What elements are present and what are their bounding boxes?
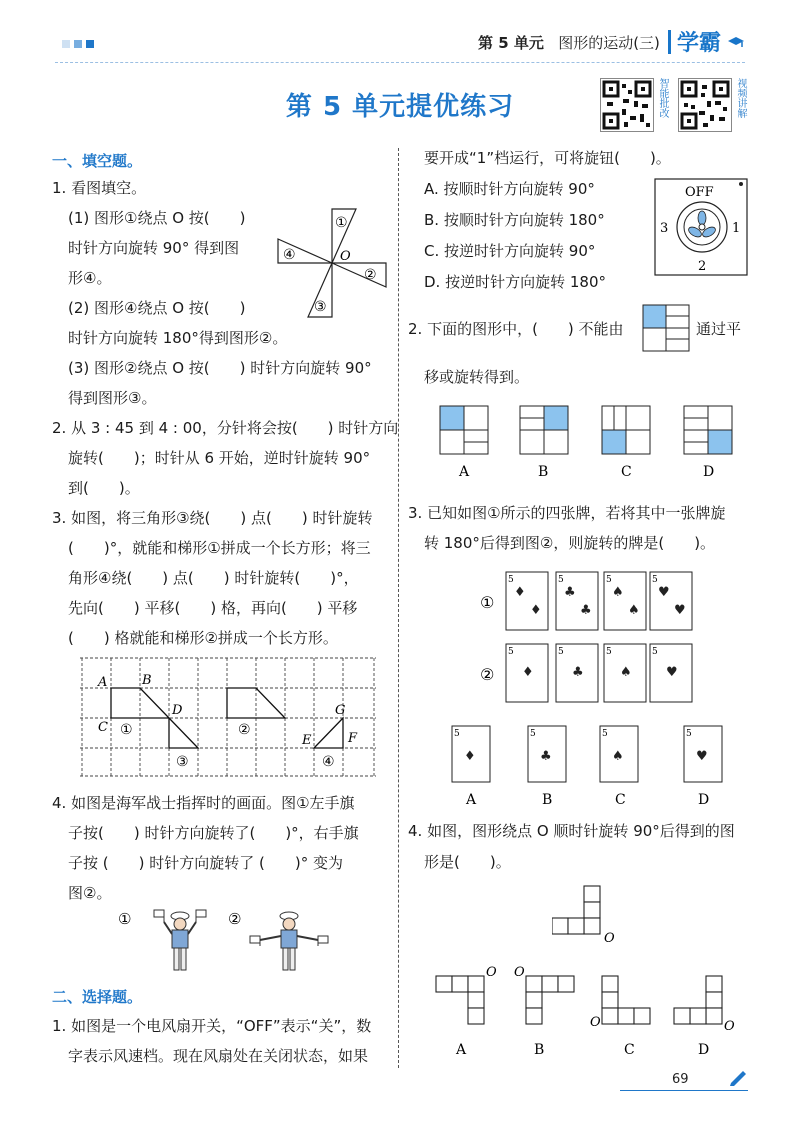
shape-2-label: ② xyxy=(364,267,377,283)
section-1-title xyxy=(52,150,142,171)
row-2-label: ② xyxy=(480,665,495,684)
q4-line: 图②。 xyxy=(68,884,112,902)
point-o-label: O xyxy=(340,249,351,264)
point-o-label: O xyxy=(604,931,615,944)
q1-line: (1) 图形①绕点 O 按( ) xyxy=(68,209,246,227)
qr-code-icon[interactable] xyxy=(678,78,732,132)
q2-option-b-shape[interactable] xyxy=(520,406,568,454)
page-title: 第 5 单元提优练习 xyxy=(285,92,515,122)
diamond-icon: ♦ xyxy=(530,603,542,618)
spade-icon: ♠ xyxy=(612,585,624,600)
card-rank: 5 xyxy=(606,575,612,585)
header-chapter: 图形的运动(三) xyxy=(558,34,660,52)
s2-q1-option-d[interactable]: D. 按逆时针方向旋转 180° xyxy=(424,273,606,291)
q3-option-d-label[interactable]: D xyxy=(698,792,710,808)
q1-line: (2) 图形④绕点 O 按( ) xyxy=(68,299,246,317)
section-1-title-text: 一、填空题。 xyxy=(52,152,143,170)
q3-line: ( ) 格就能和梯形②拼成一个长方形。 xyxy=(68,629,338,647)
s2-q3-line: 3. 已知如图①所示的四张牌，若将其中一张牌旋 xyxy=(408,504,726,522)
card-rank: 5 xyxy=(558,575,564,585)
page-number: 69 xyxy=(672,1072,689,1087)
q4-line: 子按( ) 时针方向旋转了( )°，右手旗 xyxy=(68,824,359,842)
q1-line: 形④。 xyxy=(68,269,112,287)
triangle-3 xyxy=(169,718,198,748)
q4-line: 4. 如图是海军战士指挥时的画面。图①左手旗 xyxy=(52,794,355,812)
brand-logo xyxy=(668,26,745,57)
label-g: G xyxy=(335,703,346,718)
q4-option-a-shape[interactable] xyxy=(436,976,484,1024)
s2-q1-option-b[interactable]: B. 按顺时针方向旋转 180° xyxy=(424,211,605,229)
q4-options-figure xyxy=(432,964,742,1060)
s2-q1-option-c[interactable]: C. 按逆时针方向旋转 90° xyxy=(424,242,596,260)
card-rank: 5 xyxy=(508,647,514,657)
section-2-title xyxy=(52,986,142,1007)
label-shape-2: ② xyxy=(238,722,251,738)
heart-icon: ♥ xyxy=(674,603,686,618)
header-decoration xyxy=(62,40,94,48)
q1-line: 时针方向旋转 90° 得到图 xyxy=(68,239,240,257)
label-shape-3: ③ xyxy=(176,754,189,770)
label-d: D xyxy=(172,703,183,718)
shape-3-label: ③ xyxy=(314,299,327,315)
card-rank: 5 xyxy=(602,729,608,739)
brand-text: 学霸 xyxy=(677,31,722,56)
club-icon: ♣ xyxy=(564,585,576,600)
sailor-2-icon xyxy=(250,912,328,970)
q3-option-a-label[interactable]: A xyxy=(466,792,477,808)
point-o-label: O xyxy=(486,965,497,980)
dial-label-2: 2 xyxy=(698,259,707,274)
club-icon: ♣ xyxy=(572,665,584,680)
q3-line: ( )°，就能和梯形①拼成一个长方形；将三 xyxy=(68,539,371,557)
card-rank: 5 xyxy=(530,729,536,739)
point-o-label: O xyxy=(724,1019,735,1034)
q1-line: 时针方向旋转 180°得到图形②。 xyxy=(68,329,288,347)
q3-line: 3. 如图，将三角形③绕( ) 点( ) 时针旋转 xyxy=(52,509,373,527)
diamond-icon: ♦ xyxy=(522,665,534,680)
label-a: A xyxy=(98,675,108,690)
card-rank: 5 xyxy=(558,647,564,657)
s2-q4-line: 4. 如图，图形绕点 O 顺时针旋转 90°后得到的图 xyxy=(408,822,735,840)
card-rank: 5 xyxy=(454,729,460,739)
sailor-1-icon xyxy=(154,910,206,970)
dial-label-1: 1 xyxy=(732,221,741,236)
q3-grid-figure xyxy=(80,656,380,778)
q2-option-c-shape[interactable] xyxy=(602,406,650,454)
q3-options-figure xyxy=(450,724,730,810)
shape-1-label: ① xyxy=(335,215,348,231)
point-o-label: O xyxy=(590,1015,601,1030)
row-1-label: ① xyxy=(480,593,495,612)
footer-rule xyxy=(620,1090,748,1091)
q4-line: 子按 ( ) 时针方向旋转了 ( )° 变为 xyxy=(68,854,343,872)
q3-cards-figure xyxy=(478,570,694,704)
spade-icon: ♠ xyxy=(628,603,640,618)
heart-icon: ♥ xyxy=(696,749,708,764)
q4-sailor-figure xyxy=(118,904,338,976)
dial-off-label: OFF xyxy=(685,185,714,200)
club-icon: ♣ xyxy=(580,603,592,618)
q4-option-a-label[interactable]: A xyxy=(456,1042,467,1058)
qr-block-2[interactable] xyxy=(678,78,746,132)
q2-line: 旋转( )；时针从 6 开始，逆时针旋转 90° xyxy=(68,449,371,467)
diamond-icon: ♦ xyxy=(514,585,526,600)
header-square xyxy=(74,40,82,48)
point-o-label: O xyxy=(514,965,525,980)
q4-original-shape xyxy=(552,884,622,944)
column-divider xyxy=(398,148,399,1068)
header-square xyxy=(62,40,70,48)
s2-q1-line: 字表示风速档。现在风扇处在关闭状态，如果 xyxy=(68,1047,369,1065)
spade-icon: ♠ xyxy=(612,749,624,764)
spade-icon: ♠ xyxy=(620,665,632,680)
s2-q1-option-a[interactable]: A. 按顺时针方向旋转 90° xyxy=(424,180,595,198)
heart-icon: ♥ xyxy=(658,585,670,600)
label-c: C xyxy=(98,720,108,735)
q3-line: 先向( ) 平移( ) 格，再向( ) 平移 xyxy=(68,599,358,617)
q2-option-d-label[interactable]: D xyxy=(703,464,715,480)
q4-option-b-shape[interactable] xyxy=(526,976,574,1024)
q4-option-d-label[interactable]: D xyxy=(698,1042,710,1058)
qr-block-1[interactable] xyxy=(600,78,668,132)
triangle-4 xyxy=(314,718,343,748)
q3-line: 角形④绕( ) 点( ) 时针旋转( )°， xyxy=(68,569,359,587)
s2-q4-line: 形是( )。 xyxy=(424,853,511,871)
s2-q2-line-tail: 通过平 xyxy=(696,320,742,338)
brand-bar xyxy=(668,30,671,54)
q1-line: (3) 图形②绕点 O 按( ) 时针方向旋转 90° xyxy=(68,359,372,377)
header-title xyxy=(478,32,660,53)
qr-label: 视频讲解 xyxy=(735,78,746,118)
q2-option-a-shape[interactable] xyxy=(440,406,488,454)
pencil-icon xyxy=(728,1068,748,1086)
card-rank: 5 xyxy=(686,729,692,739)
card-rank: 5 xyxy=(606,647,612,657)
qr-code-icon[interactable] xyxy=(600,78,654,132)
label-shape-1: ① xyxy=(120,722,133,738)
header-square xyxy=(86,40,94,48)
fan-switch-dial xyxy=(654,178,748,276)
club-icon: ♣ xyxy=(540,749,552,764)
q2-line: 到( )。 xyxy=(68,479,140,497)
label-f: F xyxy=(348,731,358,746)
s2-q2-line: 移或旋转得到。 xyxy=(424,368,530,386)
s2-q2-line: 2. 下面的图形中，( ) 不能由 xyxy=(408,320,624,338)
q2-option-c-label[interactable]: C xyxy=(621,464,632,480)
q2-option-a-label[interactable]: A xyxy=(459,464,470,480)
q2-reference-shape xyxy=(642,304,690,352)
mortarboard-icon xyxy=(727,35,745,49)
label-b: B xyxy=(142,673,152,688)
q3-option-c-label[interactable]: C xyxy=(615,792,626,808)
q2-option-b-label[interactable]: B xyxy=(538,464,549,480)
header-unit: 第 5 单元 xyxy=(478,34,544,52)
q2-options-figure xyxy=(438,404,738,486)
dial-label-3: 3 xyxy=(660,221,669,236)
section-2-title-text: 二、选择题。 xyxy=(52,988,143,1006)
figure-2-label: ② xyxy=(228,910,242,928)
shape-4-label: ④ xyxy=(283,247,296,263)
q2-line: 2. 从 3 : 45 到 4 : 00，分针将会按( ) 时针方向 xyxy=(52,419,399,437)
q3-option-b-label[interactable]: B xyxy=(542,792,553,808)
qr-label: 智能批改 xyxy=(657,78,668,118)
q4-option-d-shape[interactable] xyxy=(674,976,722,1024)
q2-option-d-shape[interactable] xyxy=(684,406,732,454)
q4-option-c-shape[interactable] xyxy=(602,976,650,1024)
header-rule xyxy=(55,62,745,63)
shape-2 xyxy=(332,263,386,287)
q1-rotation-figure xyxy=(276,205,392,323)
q4-option-b-label[interactable]: B xyxy=(534,1042,545,1058)
figure-1-label: ① xyxy=(118,910,132,928)
diamond-icon: ♦ xyxy=(464,749,476,764)
s2-q3-line: 转 180°后得到图②，则旋转的牌是( )。 xyxy=(424,534,716,552)
card-rank: 5 xyxy=(652,575,658,585)
s2-q1-line: 要开成“1”档运行，可将旋钮( )。 xyxy=(424,149,671,167)
card-rank: 5 xyxy=(508,575,514,585)
label-shape-4: ④ xyxy=(322,754,335,770)
q1-line: 得到图形③。 xyxy=(68,389,157,407)
q1-stem: 1. 看图填空。 xyxy=(52,179,147,197)
q4-option-c-label[interactable]: C xyxy=(624,1042,635,1058)
heart-icon: ♥ xyxy=(666,665,678,680)
card-rank: 5 xyxy=(652,647,658,657)
s2-q1-line: 1. 如图是一个电风扇开关，“OFF”表示“关”，数 xyxy=(52,1017,372,1035)
label-e: E xyxy=(302,733,312,748)
